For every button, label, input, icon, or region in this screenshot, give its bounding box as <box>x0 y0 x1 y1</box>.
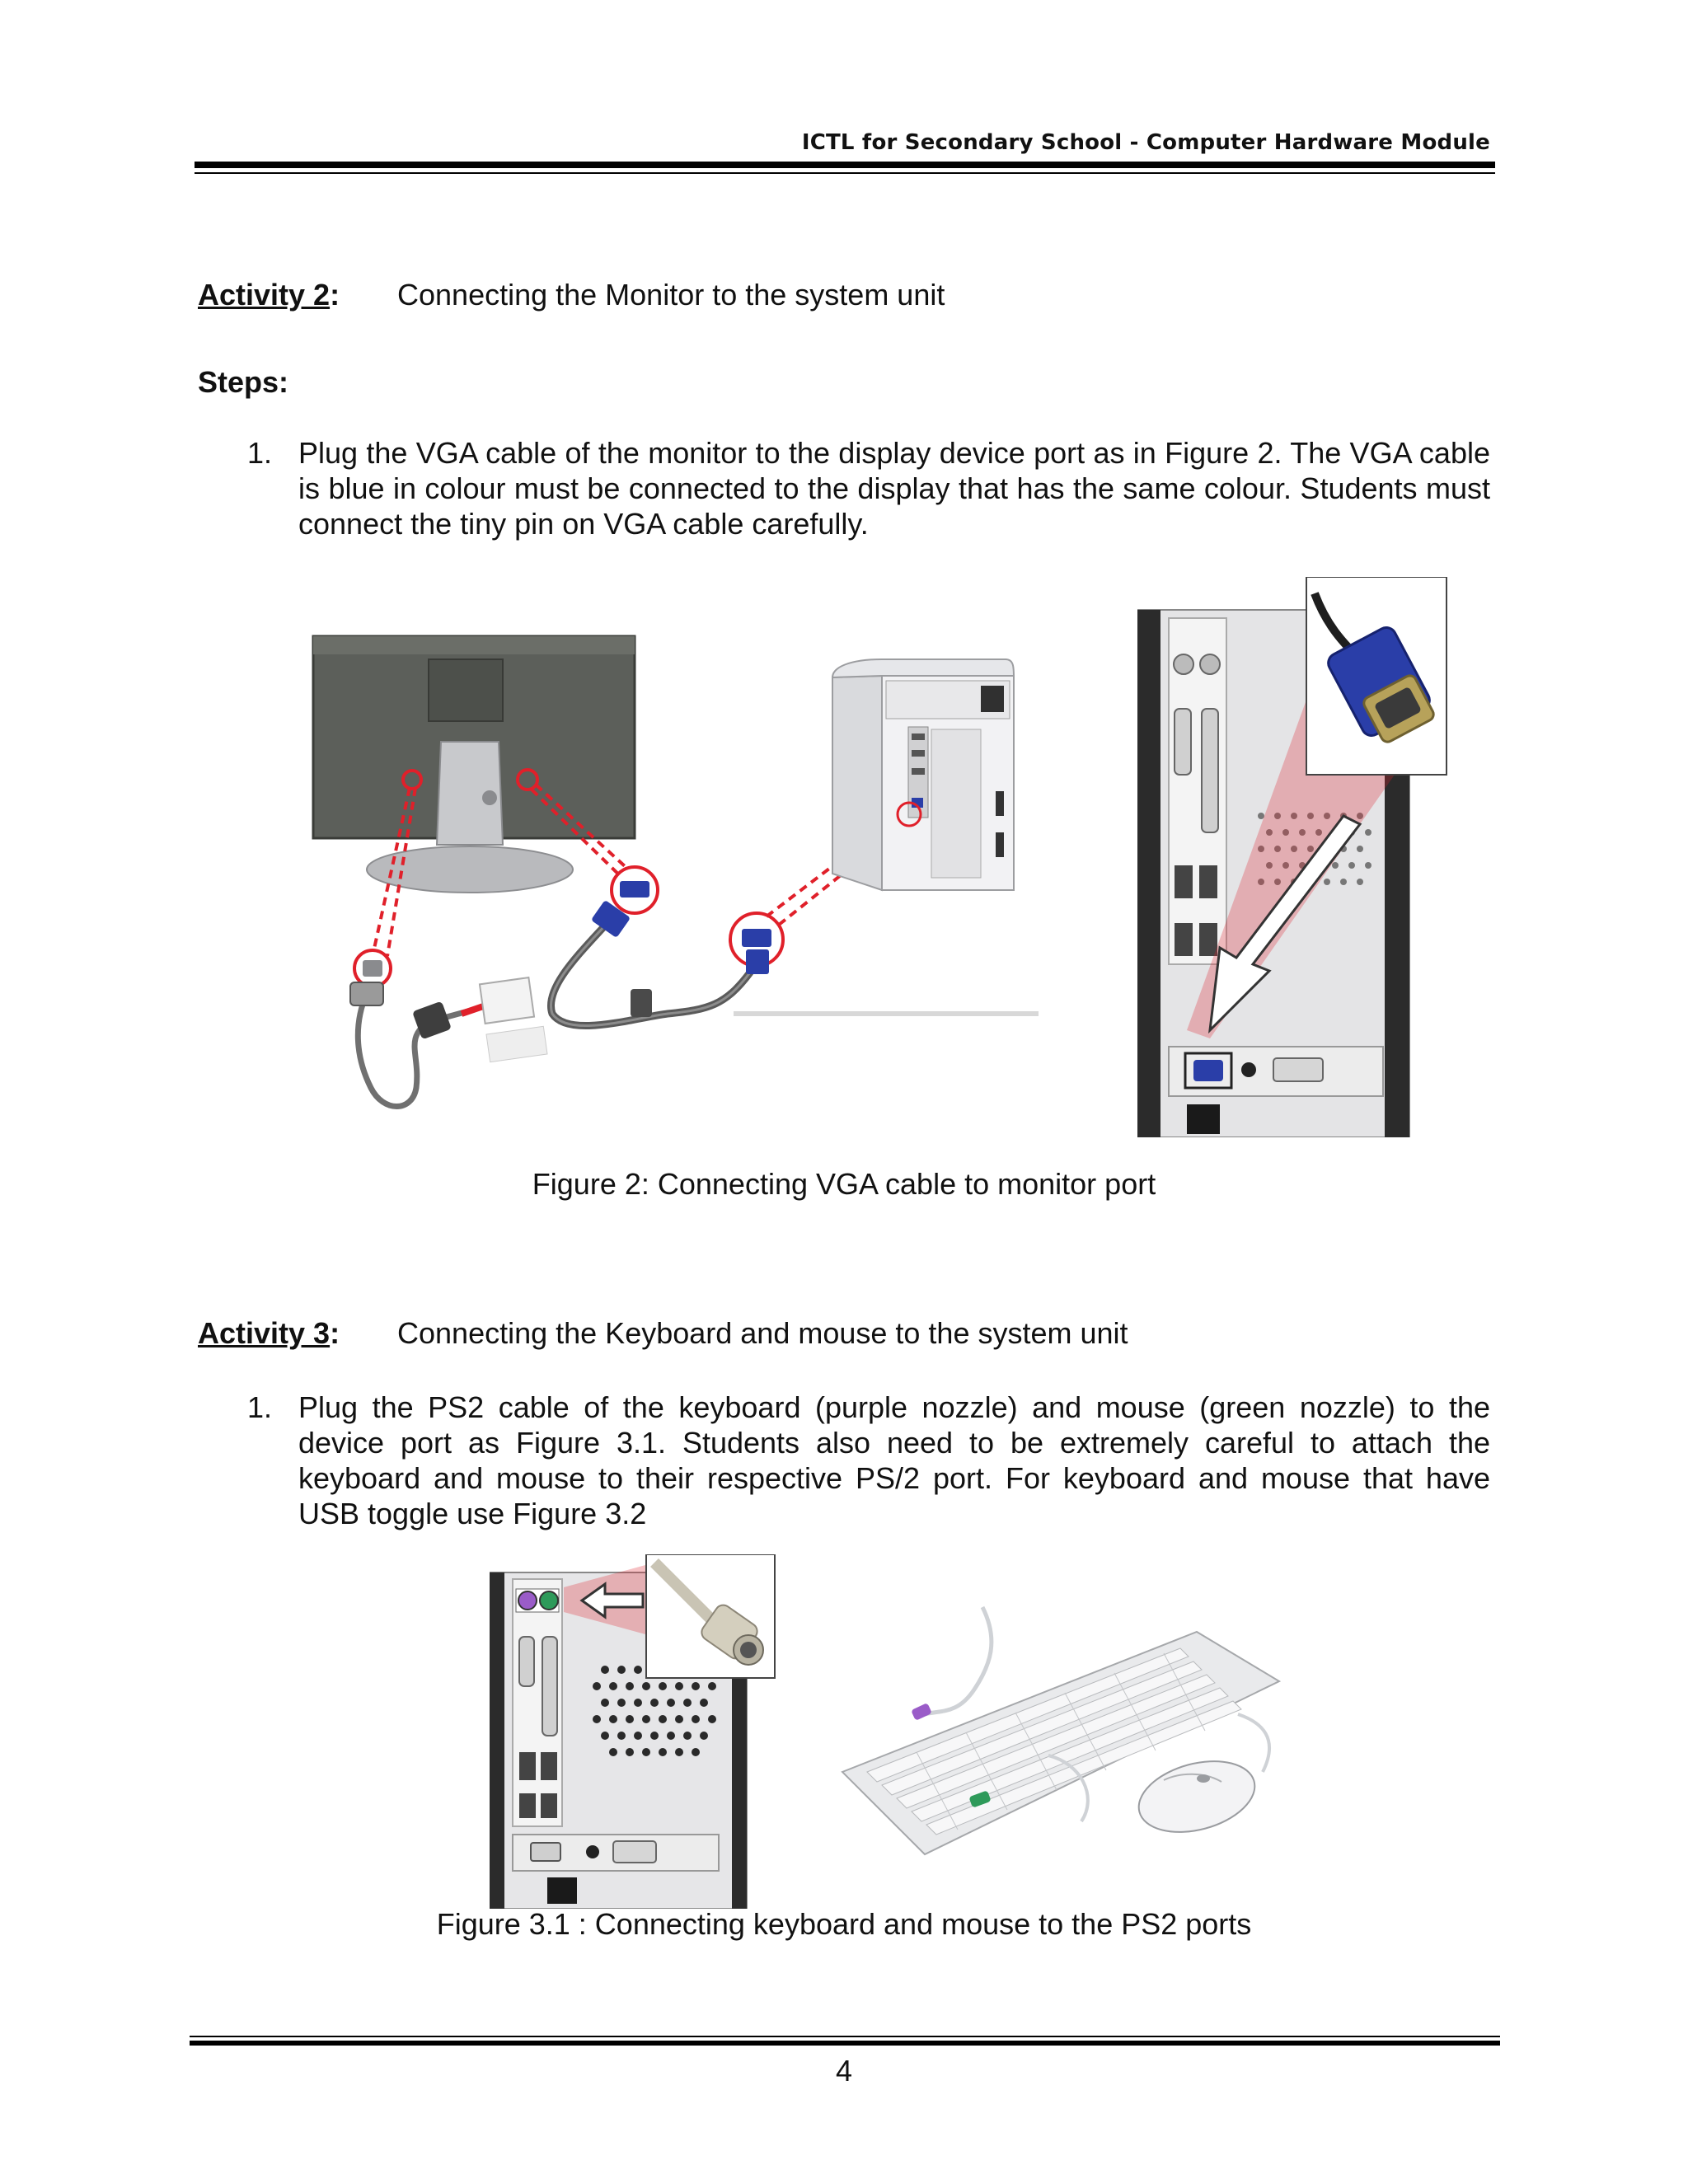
footer-rule-thin <box>190 2036 1500 2037</box>
footer-rule <box>190 2041 1500 2046</box>
figure-2-vga-port-closeup <box>1137 577 1451 1137</box>
activity-2-label: Activity 2 <box>198 278 331 312</box>
activity-3-colon: : <box>330 1316 340 1350</box>
figure-3-1-ps2-port-closeup <box>490 1554 780 1909</box>
activity-3-title: Connecting the Keyboard and mouse to the system unit <box>397 1316 1128 1350</box>
page-number: 4 <box>835 2054 853 2088</box>
activity-3-step-text: Plug the PS2 cable of the keyboard (purple nozzle) and mouse (green nozzle) to the device port as Figure 3.1. Students also need to be extremely careful to attach the keyboard and mouse to their respective PS/2 port. For keyboard and mouse that have USB toggle use Figure 3.2 <box>298 1390 1490 1530</box>
ps2-mouse-port <box>540 1591 558 1610</box>
steps-heading: Steps: <box>198 365 289 399</box>
activity-3-heading <box>198 1315 340 1351</box>
activity-2-step-text: Plug the VGA cable of the monitor to the display device port as in Figure 2. The VGA cable is blue in colour must be connected to the display that has the same colour. Students must connect the tiny pin on VGA cable carefully. <box>298 436 1490 541</box>
activity-2-heading <box>198 277 340 312</box>
ps2-keyboard-port <box>518 1591 537 1610</box>
header-rule-thin <box>195 172 1495 174</box>
activity-2-step-number: 1. <box>247 436 273 470</box>
activity-3-label: Activity 3 <box>198 1316 331 1350</box>
running-header: ICTL for Secondary School - Computer Hardware Module <box>801 130 1490 155</box>
activity-3-step-number: 1. <box>247 1390 273 1424</box>
header-rule <box>195 162 1495 168</box>
figure-3-1-caption: Figure 3.1 : Connecting keyboard and mouse to the PS2 ports <box>436 1907 1252 1941</box>
figure-2-caption: Figure 2: Connecting VGA cable to monitor port <box>532 1167 1156 1201</box>
figure-3-1-keyboard-mouse-photo <box>834 1591 1296 1863</box>
mouse <box>1131 1750 1263 1844</box>
figure-2-monitor-connection-illustration <box>305 626 1047 1137</box>
activity-2-colon: : <box>330 278 340 312</box>
activity-2-title: Connecting the Monitor to the system unit <box>397 278 945 312</box>
keyboard-ps2-connector <box>911 1703 932 1721</box>
